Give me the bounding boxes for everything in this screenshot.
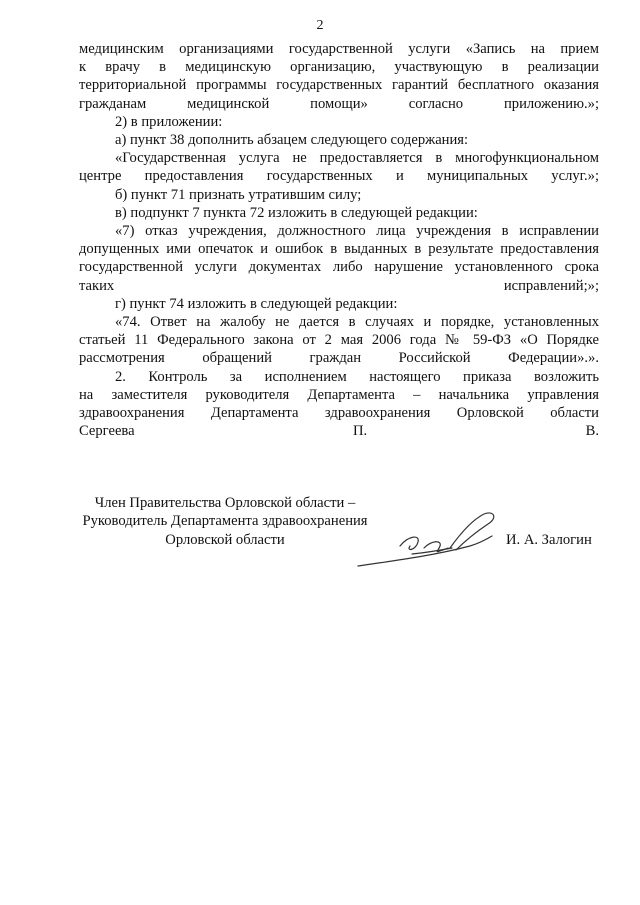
signatory-title-line: Руководитель Департамента здравоохранения	[82, 513, 368, 530]
text-line: Сергеева П. В.	[79, 423, 599, 440]
text-line: «7) отказ учреждения, должностного лица учреждения в исправлении	[115, 223, 599, 240]
text-line: территориальной программы государственных гарантий бесплатного оказания	[79, 77, 599, 94]
text-line: допущенных ими опечаток и ошибок в выданных в результате предоставления	[79, 241, 599, 258]
paragraph-quote-74	[79, 313, 599, 368]
signatory-name: И. А. Залогин	[506, 532, 592, 548]
text-line: государственной услуги документах либо нарушение установленного срока	[79, 259, 599, 276]
page-number: 2	[316, 18, 324, 33]
text-line: «Государственная услуга не предоставляется в многофункциональном	[115, 150, 599, 167]
document-body	[79, 40, 599, 440]
paragraph-quote-mfc	[79, 149, 599, 185]
signature-block	[0, 494, 640, 574]
paragraph-item-g	[79, 295, 599, 313]
text-line: таких исправлений;»;	[79, 277, 599, 294]
text-line: 2) в приложении:	[115, 113, 223, 130]
text-line: в) подпункт 7 пункта 72 изложить в следующей редакции:	[115, 204, 478, 221]
text-line: 2. Контроль за исполнением настоящего приказа возложить	[115, 368, 599, 385]
text-line: на заместителя руководителя Департамента – начальника управления	[79, 386, 599, 403]
paragraph-item-b	[79, 186, 599, 204]
signatory-title-line: Член Правительства Орловской области –	[94, 495, 356, 511]
text-line: к врачу в медицинскую организацию, участвующую в реализации	[79, 59, 599, 76]
signatory-title-line: Орловской области	[165, 531, 285, 548]
paragraph-continuation	[79, 40, 599, 113]
text-line: здравоохранения Департамента здравоохранения Орловской области	[79, 405, 599, 422]
handwritten-signature	[352, 506, 502, 576]
paragraph-appendix-intro	[79, 113, 599, 131]
text-line: б) пункт 71 признать утратившим силу;	[115, 186, 362, 203]
text-line: медицинским организациями государственной услуги «Запись на прием	[79, 41, 599, 57]
text-line: а) пункт 38 дополнить абзацем следующего содержания:	[115, 132, 469, 149]
text-line: центре предоставления государственных и муниципальных услуг.»;	[79, 168, 599, 185]
signatory-title	[70, 494, 380, 549]
text-line: «74. Ответ на жалобу не дается в случаях и порядке, установленных	[115, 314, 599, 331]
paragraph-quote-7	[79, 222, 599, 295]
text-line: статьей 11 Федерального закона от 2 мая 2006 года № 59-ФЗ «О Порядке	[79, 332, 599, 349]
paragraph-item-a	[79, 131, 599, 149]
text-line: рассмотрения обращений граждан Российской Федерации».».	[79, 350, 599, 367]
text-line: г) пункт 74 изложить в следующей редакции:	[115, 295, 398, 312]
paragraph-item-v	[79, 204, 599, 222]
text-line: гражданам медицинской помощи» согласно приложению.»;	[79, 95, 599, 112]
paragraph-control	[79, 368, 599, 441]
